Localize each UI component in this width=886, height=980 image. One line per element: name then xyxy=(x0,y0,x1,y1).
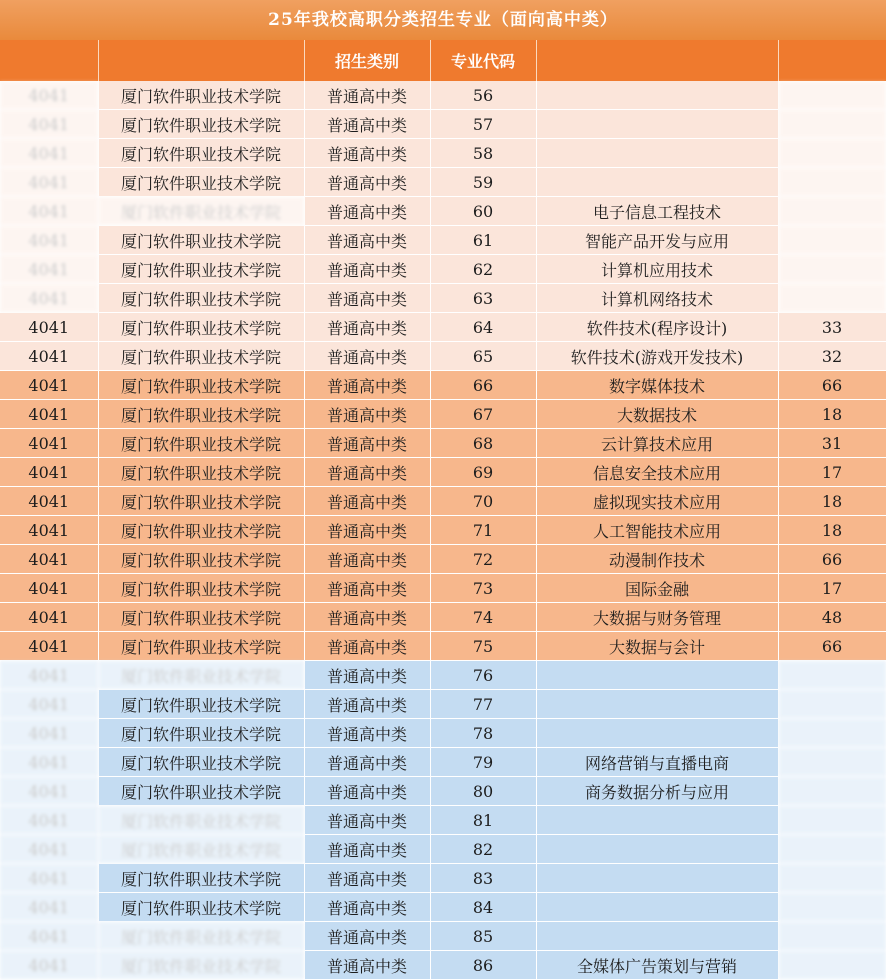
school-code-cell: 4041 xyxy=(0,371,98,400)
category-cell: 普通高中类 xyxy=(304,603,430,632)
school-name-cell: 厦门软件职业技术学院 xyxy=(98,632,304,661)
category-cell: 普通高中类 xyxy=(304,110,430,139)
major-name-cell: 国际金融 xyxy=(536,574,778,603)
quota-cell: 48 xyxy=(778,603,886,632)
school-code-cell: 4041 xyxy=(0,661,98,690)
major-code-cell: 58 xyxy=(430,139,536,168)
header-major-code: 专业代码 xyxy=(430,40,536,81)
major-name-cell: 大数据与财务管理 xyxy=(536,603,778,632)
category-cell: 普通高中类 xyxy=(304,400,430,429)
major-code-cell: 82 xyxy=(430,835,536,864)
major-code-cell: 67 xyxy=(430,400,536,429)
major-code-cell: 75 xyxy=(430,632,536,661)
major-code-cell: 68 xyxy=(430,429,536,458)
table-row xyxy=(0,748,886,777)
school-code-cell: 4041 xyxy=(0,806,98,835)
category-cell: 普通高中类 xyxy=(304,864,430,893)
header-category: 招生类别 xyxy=(304,40,430,81)
school-code-cell: 4041 xyxy=(0,835,98,864)
school-code-cell: 4041 xyxy=(0,777,98,806)
table-row xyxy=(0,777,886,806)
category-cell: 普通高中类 xyxy=(304,487,430,516)
major-name-cell: 动漫制作技术 xyxy=(536,545,778,574)
table-row xyxy=(0,574,886,603)
table-row xyxy=(0,197,886,226)
school-name-cell: 厦门软件职业技术学院 xyxy=(98,313,304,342)
quota-cell xyxy=(778,835,886,864)
major-name-cell: 网络营销与直播电商 xyxy=(536,748,778,777)
category-cell: 普通高中类 xyxy=(304,748,430,777)
major-code-cell: 70 xyxy=(430,487,536,516)
major-name-cell xyxy=(536,864,778,893)
quota-cell: 18 xyxy=(778,487,886,516)
quota-cell xyxy=(778,864,886,893)
major-name-cell xyxy=(536,690,778,719)
table-row xyxy=(0,893,886,922)
quota-cell: 17 xyxy=(778,574,886,603)
school-code-cell: 4041 xyxy=(0,313,98,342)
quota-cell xyxy=(778,661,886,690)
major-name-cell xyxy=(536,835,778,864)
major-code-cell: 79 xyxy=(430,748,536,777)
school-name-cell: 厦门软件职业技术学院 xyxy=(98,661,304,690)
category-cell: 普通高中类 xyxy=(304,429,430,458)
school-name-cell: 厦门软件职业技术学院 xyxy=(98,371,304,400)
major-code-cell: 66 xyxy=(430,371,536,400)
category-cell: 普通高中类 xyxy=(304,661,430,690)
major-code-cell: 63 xyxy=(430,284,536,313)
table-row xyxy=(0,81,886,110)
major-name-cell xyxy=(536,661,778,690)
major-code-cell: 74 xyxy=(430,603,536,632)
school-name-cell: 厦门软件职业技术学院 xyxy=(98,545,304,574)
quota-cell xyxy=(778,922,886,951)
quota-cell: 66 xyxy=(778,632,886,661)
school-name-cell: 厦门软件职业技术学院 xyxy=(98,951,304,980)
category-cell: 普通高中类 xyxy=(304,81,430,110)
school-name-cell: 厦门软件职业技术学院 xyxy=(98,429,304,458)
table-row xyxy=(0,806,886,835)
quota-cell xyxy=(778,139,886,168)
major-code-cell: 69 xyxy=(430,458,536,487)
table-row xyxy=(0,545,886,574)
major-name-cell xyxy=(536,81,778,110)
major-name-cell: 电子信息工程技术 xyxy=(536,197,778,226)
school-name-cell: 厦门软件职业技术学院 xyxy=(98,690,304,719)
category-cell: 普通高中类 xyxy=(304,719,430,748)
school-name-cell: 厦门软件职业技术学院 xyxy=(98,284,304,313)
header-school xyxy=(98,40,304,81)
school-name-cell: 厦门软件职业技术学院 xyxy=(98,81,304,110)
quota-cell xyxy=(778,110,886,139)
major-name-cell xyxy=(536,922,778,951)
quota-cell xyxy=(778,197,886,226)
major-code-cell: 86 xyxy=(430,951,536,980)
major-code-cell: 56 xyxy=(430,81,536,110)
table-row xyxy=(0,487,886,516)
school-name-cell: 厦门软件职业技术学院 xyxy=(98,197,304,226)
major-code-cell: 81 xyxy=(430,806,536,835)
category-cell: 普通高中类 xyxy=(304,168,430,197)
table-header-row xyxy=(0,40,886,81)
school-name-cell: 厦门软件职业技术学院 xyxy=(98,168,304,197)
category-cell: 普通高中类 xyxy=(304,835,430,864)
category-cell: 普通高中类 xyxy=(304,458,430,487)
table-row xyxy=(0,284,886,313)
school-code-cell: 4041 xyxy=(0,719,98,748)
major-name-cell: 全媒体广告策划与营销 xyxy=(536,951,778,980)
school-name-cell: 厦门软件职业技术学院 xyxy=(98,487,304,516)
school-code-cell: 4041 xyxy=(0,864,98,893)
major-name-cell xyxy=(536,806,778,835)
school-name-cell: 厦门软件职业技术学院 xyxy=(98,806,304,835)
major-name-cell: 智能产品开发与应用 xyxy=(536,226,778,255)
quota-cell: 17 xyxy=(778,458,886,487)
school-name-cell: 厦门软件职业技术学院 xyxy=(98,922,304,951)
school-code-cell: 4041 xyxy=(0,255,98,284)
category-cell: 普通高中类 xyxy=(304,951,430,980)
school-name-cell: 厦门软件职业技术学院 xyxy=(98,110,304,139)
table-row xyxy=(0,429,886,458)
major-code-cell: 60 xyxy=(430,197,536,226)
school-code-cell: 4041 xyxy=(0,893,98,922)
school-code-cell: 4041 xyxy=(0,342,98,371)
quota-cell xyxy=(778,748,886,777)
school-code-cell: 4041 xyxy=(0,748,98,777)
major-code-cell: 84 xyxy=(430,893,536,922)
school-code-cell: 4041 xyxy=(0,139,98,168)
table-row xyxy=(0,516,886,545)
header-major xyxy=(536,40,778,81)
category-cell: 普通高中类 xyxy=(304,806,430,835)
quota-cell: 33 xyxy=(778,313,886,342)
school-code-cell: 4041 xyxy=(0,951,98,980)
school-name-cell: 厦门软件职业技术学院 xyxy=(98,574,304,603)
quota-cell xyxy=(778,81,886,110)
major-code-cell: 64 xyxy=(430,313,536,342)
quota-cell: 32 xyxy=(778,342,886,371)
major-name-cell: 人工智能技术应用 xyxy=(536,516,778,545)
major-name-cell xyxy=(536,893,778,922)
school-code-cell: 4041 xyxy=(0,110,98,139)
major-name-cell: 虚拟现实技术应用 xyxy=(536,487,778,516)
school-code-cell: 4041 xyxy=(0,690,98,719)
category-cell: 普通高中类 xyxy=(304,197,430,226)
quota-cell: 18 xyxy=(778,400,886,429)
category-cell: 普通高中类 xyxy=(304,545,430,574)
school-code-cell: 4041 xyxy=(0,284,98,313)
quota-cell: 66 xyxy=(778,371,886,400)
quota-cell: 66 xyxy=(778,545,886,574)
header-quota xyxy=(778,40,886,81)
major-code-cell: 77 xyxy=(430,690,536,719)
majors-table xyxy=(0,40,886,980)
category-cell: 普通高中类 xyxy=(304,139,430,168)
table-row xyxy=(0,400,886,429)
major-code-cell: 83 xyxy=(430,864,536,893)
major-code-cell: 71 xyxy=(430,516,536,545)
school-code-cell: 4041 xyxy=(0,226,98,255)
major-name-cell: 计算机网络技术 xyxy=(536,284,778,313)
school-code-cell: 4041 xyxy=(0,197,98,226)
quota-cell xyxy=(778,806,886,835)
major-code-cell: 65 xyxy=(430,342,536,371)
school-code-cell: 4041 xyxy=(0,922,98,951)
school-name-cell: 厦门软件职业技术学院 xyxy=(98,458,304,487)
major-code-cell: 59 xyxy=(430,168,536,197)
category-cell: 普通高中类 xyxy=(304,342,430,371)
quota-cell xyxy=(778,719,886,748)
quota-cell xyxy=(778,777,886,806)
school-code-cell: 4041 xyxy=(0,429,98,458)
quota-cell xyxy=(778,893,886,922)
category-cell: 普通高中类 xyxy=(304,632,430,661)
school-name-cell: 厦门软件职业技术学院 xyxy=(98,342,304,371)
school-name-cell: 厦门软件职业技术学院 xyxy=(98,777,304,806)
table-body xyxy=(0,81,886,980)
category-cell: 普通高中类 xyxy=(304,893,430,922)
quota-cell xyxy=(778,690,886,719)
school-name-cell: 厦门软件职业技术学院 xyxy=(98,893,304,922)
table-row xyxy=(0,371,886,400)
school-name-cell: 厦门软件职业技术学院 xyxy=(98,603,304,632)
major-name-cell: 大数据技术 xyxy=(536,400,778,429)
quota-cell xyxy=(778,226,886,255)
table-row xyxy=(0,342,886,371)
school-code-cell: 4041 xyxy=(0,632,98,661)
table-row xyxy=(0,168,886,197)
major-name-cell: 软件技术(游戏开发技术) xyxy=(536,342,778,371)
header-code xyxy=(0,40,98,81)
table-row xyxy=(0,951,886,980)
major-code-cell: 78 xyxy=(430,719,536,748)
category-cell: 普通高中类 xyxy=(304,690,430,719)
quota-cell xyxy=(778,255,886,284)
major-code-cell: 72 xyxy=(430,545,536,574)
quota-cell: 31 xyxy=(778,429,886,458)
table-row xyxy=(0,632,886,661)
table-row xyxy=(0,313,886,342)
school-code-cell: 4041 xyxy=(0,574,98,603)
category-cell: 普通高中类 xyxy=(304,284,430,313)
major-name-cell xyxy=(536,719,778,748)
major-name-cell xyxy=(536,168,778,197)
school-code-cell: 4041 xyxy=(0,603,98,632)
major-code-cell: 62 xyxy=(430,255,536,284)
school-name-cell: 厦门软件职业技术学院 xyxy=(98,864,304,893)
table-row xyxy=(0,458,886,487)
school-name-cell: 厦门软件职业技术学院 xyxy=(98,835,304,864)
major-code-cell: 57 xyxy=(430,110,536,139)
quota-cell: 18 xyxy=(778,516,886,545)
major-name-cell: 大数据与会计 xyxy=(536,632,778,661)
major-name-cell: 软件技术(程序设计) xyxy=(536,313,778,342)
school-name-cell: 厦门软件职业技术学院 xyxy=(98,400,304,429)
major-code-cell: 73 xyxy=(430,574,536,603)
major-name-cell xyxy=(536,139,778,168)
school-name-cell: 厦门软件职业技术学院 xyxy=(98,516,304,545)
category-cell: 普通高中类 xyxy=(304,313,430,342)
school-code-cell: 4041 xyxy=(0,81,98,110)
category-cell: 普通高中类 xyxy=(304,574,430,603)
school-name-cell: 厦门软件职业技术学院 xyxy=(98,719,304,748)
category-cell: 普通高中类 xyxy=(304,922,430,951)
school-code-cell: 4041 xyxy=(0,168,98,197)
major-name-cell: 数字媒体技术 xyxy=(536,371,778,400)
quota-cell xyxy=(778,951,886,980)
table-row xyxy=(0,226,886,255)
school-code-cell: 4041 xyxy=(0,458,98,487)
table-row xyxy=(0,835,886,864)
table-row xyxy=(0,661,886,690)
category-cell: 普通高中类 xyxy=(304,255,430,284)
school-name-cell: 厦门软件职业技术学院 xyxy=(98,255,304,284)
sheet-title: 25年我校高职分类招生专业（面向高中类） xyxy=(0,0,886,40)
category-cell: 普通高中类 xyxy=(304,226,430,255)
table-row xyxy=(0,139,886,168)
school-name-cell: 厦门软件职业技术学院 xyxy=(98,226,304,255)
major-name-cell: 云计算技术应用 xyxy=(536,429,778,458)
table-row xyxy=(0,719,886,748)
table-row xyxy=(0,110,886,139)
school-code-cell: 4041 xyxy=(0,400,98,429)
quota-cell xyxy=(778,284,886,313)
table-row xyxy=(0,255,886,284)
table-row xyxy=(0,690,886,719)
major-code-cell: 76 xyxy=(430,661,536,690)
major-code-cell: 85 xyxy=(430,922,536,951)
school-name-cell: 厦门软件职业技术学院 xyxy=(98,748,304,777)
table-row xyxy=(0,603,886,632)
major-code-cell: 80 xyxy=(430,777,536,806)
category-cell: 普通高中类 xyxy=(304,777,430,806)
school-name-cell: 厦门软件职业技术学院 xyxy=(98,139,304,168)
major-name-cell: 计算机应用技术 xyxy=(536,255,778,284)
major-name-cell: 信息安全技术应用 xyxy=(536,458,778,487)
major-code-cell: 61 xyxy=(430,226,536,255)
major-name-cell: 商务数据分析与应用 xyxy=(536,777,778,806)
table-row xyxy=(0,922,886,951)
category-cell: 普通高中类 xyxy=(304,516,430,545)
category-cell: 普通高中类 xyxy=(304,371,430,400)
school-code-cell: 4041 xyxy=(0,545,98,574)
major-name-cell xyxy=(536,110,778,139)
school-code-cell: 4041 xyxy=(0,487,98,516)
school-code-cell: 4041 xyxy=(0,516,98,545)
table-row xyxy=(0,864,886,893)
quota-cell xyxy=(778,168,886,197)
